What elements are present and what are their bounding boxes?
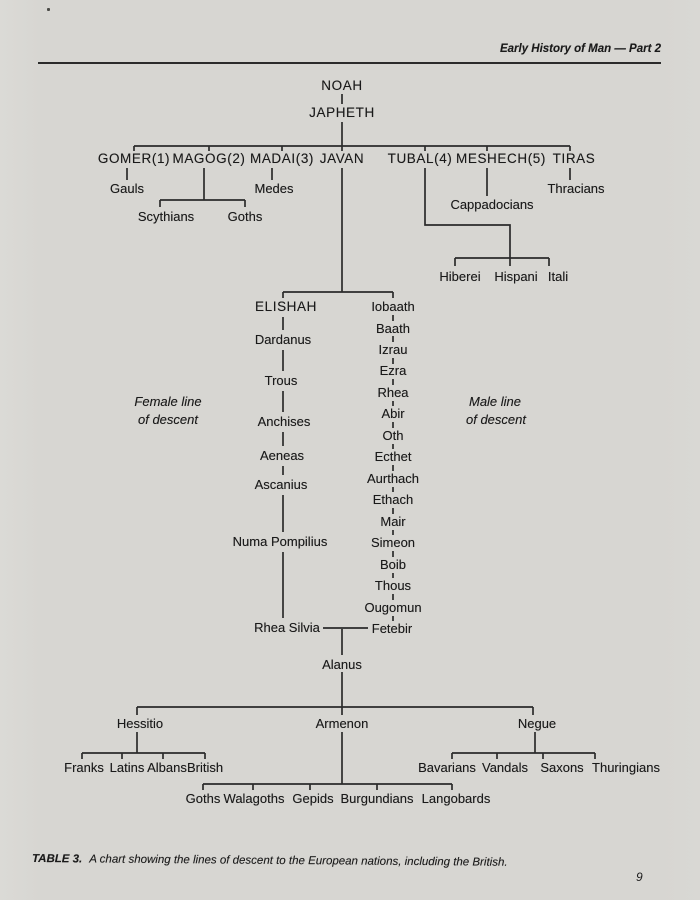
node-aurthach: Aurthach bbox=[366, 471, 420, 486]
node-rhea: Rhea bbox=[377, 385, 409, 400]
node-goths-armenon: Goths bbox=[185, 791, 221, 806]
node-thous: Thous bbox=[374, 578, 412, 593]
hessitio-children-bracket bbox=[82, 732, 205, 759]
node-medes: Medes bbox=[254, 181, 294, 196]
node-cappadocians: Cappadocians bbox=[450, 197, 534, 212]
node-albans: Albans bbox=[147, 760, 187, 775]
node-hispani: Hispani bbox=[494, 269, 538, 284]
node-goths-magog: Goths bbox=[227, 209, 263, 224]
alanus-sons-bracket bbox=[137, 672, 533, 715]
female-line-annotation-1: Female line bbox=[134, 394, 202, 409]
negue-children-bracket bbox=[452, 732, 595, 759]
node-british: British bbox=[186, 760, 224, 775]
node-iobaath: Iobaath bbox=[371, 299, 415, 314]
node-javan: JAVAN bbox=[319, 151, 365, 166]
node-scythians: Scythians bbox=[137, 209, 195, 224]
node-franks: Franks bbox=[64, 760, 104, 775]
node-latins: Latins bbox=[109, 760, 145, 775]
node-madai: MADAI(3) bbox=[249, 151, 315, 166]
table-caption-text: A chart showing the lines of descent to the European nations, including the British. bbox=[89, 853, 508, 869]
node-burgundians: Burgundians bbox=[340, 791, 414, 806]
male-line-annotation-1: Male line bbox=[468, 394, 522, 409]
node-itali: Itali bbox=[547, 269, 569, 284]
node-ecthet: Ecthet bbox=[374, 449, 412, 464]
node-tiras: TIRAS bbox=[552, 151, 596, 166]
node-thuringians: Thuringians bbox=[592, 760, 660, 775]
node-japheth: JAPHETH bbox=[309, 105, 375, 120]
node-anchises: Anchises bbox=[257, 414, 311, 429]
node-rhea-silvia: Rhea Silvia bbox=[254, 620, 320, 635]
node-oth: Oth bbox=[382, 428, 404, 443]
node-gepids: Gepids bbox=[292, 791, 334, 806]
node-bavarians: Bavarians bbox=[418, 760, 476, 775]
node-ezra: Ezra bbox=[379, 363, 407, 378]
node-ascanius: Ascanius bbox=[254, 477, 308, 492]
node-aeneas: Aeneas bbox=[259, 448, 305, 463]
male-line-annotation-2: of descent bbox=[466, 412, 526, 427]
node-tubal: TUBAL(4) bbox=[387, 151, 453, 166]
armenon-children-bracket bbox=[203, 732, 452, 790]
node-gomer: GOMER(1) bbox=[97, 151, 171, 166]
node-mair: Mair bbox=[380, 514, 406, 529]
node-dardanus: Dardanus bbox=[254, 332, 312, 347]
node-abir: Abir bbox=[381, 406, 405, 421]
female-line-annotation-2: of descent bbox=[138, 412, 198, 427]
node-numa-pompilius: Numa Pompilius bbox=[232, 534, 328, 549]
node-hiberei: Hiberei bbox=[439, 269, 481, 284]
node-simeon: Simeon bbox=[370, 535, 416, 550]
node-noah: NOAH bbox=[321, 78, 363, 93]
node-meshech: MESHECH(5) bbox=[455, 151, 547, 166]
page-number: 9 bbox=[636, 870, 643, 884]
node-ethach: Ethach bbox=[372, 492, 414, 507]
node-magog: MAGOG(2) bbox=[172, 151, 246, 166]
table-caption-label: TABLE 3. bbox=[31, 853, 83, 866]
marriage-link bbox=[323, 628, 368, 655]
node-gauls: Gauls bbox=[110, 181, 144, 196]
node-trous: Trous bbox=[264, 373, 298, 388]
node-saxons: Saxons bbox=[540, 760, 584, 775]
node-ougomun: Ougomun bbox=[364, 600, 422, 615]
node-vandals: Vandals bbox=[481, 760, 529, 775]
node-fetebir: Fetebir bbox=[371, 621, 413, 636]
node-thracians: Thracians bbox=[547, 181, 605, 196]
elishah-iobaath-bracket bbox=[283, 292, 393, 298]
node-boib: Boib bbox=[379, 557, 407, 572]
node-armenon: Armenon bbox=[315, 716, 369, 731]
node-izrau: Izrau bbox=[378, 342, 408, 357]
node-baath: Baath bbox=[376, 321, 410, 336]
node-langobards: Langobards bbox=[421, 791, 491, 806]
node-negue: Negue bbox=[517, 716, 557, 731]
node-alanus: Alanus bbox=[322, 657, 362, 672]
node-elishah: ELISHAH bbox=[255, 299, 317, 314]
running-header: Early History of Man — Part 2 bbox=[499, 43, 661, 55]
node-hessitio: Hessitio bbox=[116, 716, 164, 731]
node-walagoths: Walagoths bbox=[223, 791, 285, 806]
